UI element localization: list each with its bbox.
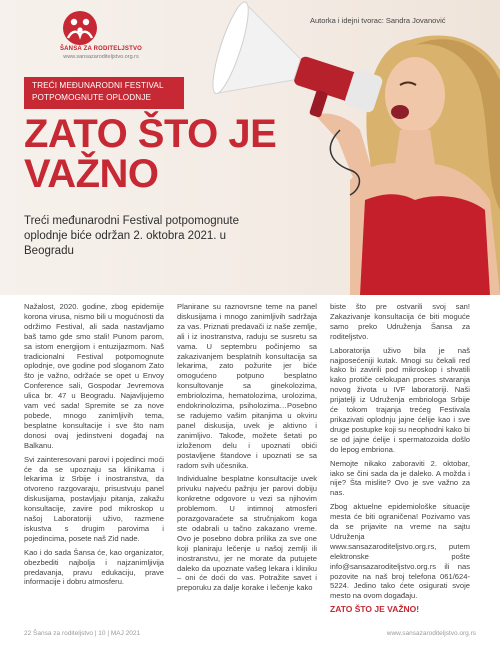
festival-banner [24,77,184,109]
paragraph: Laboratorija uživo bila je naš najposećeniji kutak. Mnogi su čekali red kako bi zavirili pod mikroskop i shvatili kako protiče celokupan proces stvaranja novog života u IVF laboratoriji. Naši prijatelji iz Udruženja embriologa Srbije će tokom trajanja trećeg Festivala prikazivati oplodnju jajne ćelije kao i sve druge postupke koji su neophodni kako bi se od jajne ćelije i spermatozoida došlo do lepog embriona. [330,345,470,454]
article-column-3 [330,302,470,615]
page-title [24,114,284,194]
org-url: www.sansazaroditeljstvo.org.rs [63,54,139,60]
paragraph: Kao i do sada Šansa će, kao organizator, obezbediti najbolja i najzanimljivija predavanja, pravu edukaciju, prave informacije i dobru atmosferu. [24,547,164,587]
page-footer [24,630,476,642]
paragraph: Svi zainteresovani parovi i pojedinci moći će da se upoznaju sa klinikama i lekarima iz Srbije i inostranstva, da otvoreno razgovaraju, prisustvuju panel diskusijama, postavljaju pitanja, zakažu konsultacije, zavire pod mikroskop u našoj Laboratoriji uživo, razmene iskustva s drugim parovima i pojedincima, posete naš Zid nade. [24,454,164,543]
article-column-2 [177,302,317,597]
paragraph: Nažalost, 2020. godine, zbog epidemije korona virusa, nismo bili u mogućnosti da održimo Festival, ali sada nastavljamo baš tamo gde smo stali! Punom parom, sa istom energijom i entuzijazmom. Naš tradicionalni Festival potpomognute oplodnje, ove godine pod sloganom Zato što je važno, održaće se opet u Envoy Conference sali, Gospodar Jevremova ulica br. 47 u Beogradu. Najavljujemo vam već sada! Spremite se za nove pobede, mnogo zanimljivih tema, besplatne konsultacije i sve što nam donosi ovaj jedinstveni događaj na Balkanu. [24,302,164,450]
paragraph: Nemojte nikako zaboraviti 2. oktobar, iako se čini sada da je daleko. A možda i nije? Šta mislite? Ovo je sve važno za nas. [330,458,470,498]
banner-line-2: POTPOMOGNUTE OPLODNJE [32,93,152,102]
closing-slogan: ZATO ŠTO JE VAŽNO! [330,604,420,615]
org-logo [36,10,196,70]
title-line-2: VAŽNO [24,152,159,196]
org-name: ŠANSA ZA RODITELJSTVO [59,46,143,52]
banner-line-1: TREĆI MEĐUNARODNI FESTIVAL [32,81,164,90]
title-line-1: ZATO ŠTO JE [24,112,277,156]
paragraph: biste što pre ostvarili svoj san! Zakazivanje konsultacija će biti moguće samo preko Udruženja Šansa za roditeljstvo. [330,302,470,341]
footer-page-info: 22 Šansa za roditeljstvo | 10 | MAJ 2021 [24,630,141,637]
author-credit: Autorka i idejni tvorac: Sandra Jovanović [310,16,446,25]
lead-paragraph: Treći međunarodni Festival potpomognute oplodnje biće održan 2. oktobra 2021. u Beogradu [24,215,239,257]
paragraph: Individualne besplatne konsultacije uvek privuku najveću pažnju jer parovi dobiju konkretne odgovore u vezi sa njihovim problemom. U intimnoj atmosferi porazgovaraćete sa stručnjakom koga ste odabrali u tačno zakazano vreme. Ovo je posebno dobra prilika za sve one koji planiraju lečenje u našoj zemlji ili inostranstvu, jer ne morate da putujete daleko da upoznate vašeg lekara i kliniku – oni će doći do vas. Potražite savet i preporuku za dalje korake i lečenje kako [177,474,317,593]
paragraph: Zbog aktuelne epidemiološke situacije mesta će biti ograničena! Pozivamo vas da se prijavite na vreme na sajtu Udruženja www.sansazaroditeljstvo.org.rs, putem elektronske pošte info@sansazaroditeljstvo.org.rs ili nas pozovite na naš broj telefona 061/624-5224. Jedino tako ćete osigurati svoje mesto na ovom događaju. [330,502,470,601]
family-logo-icon [60,10,100,48]
footer-url: www.sansazaroditeljstvo.org.rs [386,630,476,637]
paragraph: Planirane su raznovrsne teme na panel diskusijama i mnogo zanimljivih sadržaja za vas. Priznati predavači iz naše zemlje, ali i iz inostranstva, raduju se susretu sa vama. U septembru počinjemo sa zakazivanjem besplatnih konsultacija sa lekarima, zato požurite jer biće omogućeno potpuno besplatno konsultovanje sa ginekolozima, embriolozima, hematolozima, urolozima, endokrinolozima, psiholozima…Posebno se radujemo vašim pitanjima u okviru panel diskusija, uvek je aktivno i zanimljivo. Takođe, možete šetati po izloženom delu i upoznati obići postavljene štandove i upoznati se sa radom svih učesnika. [177,302,317,470]
article-column-1 [24,302,164,591]
